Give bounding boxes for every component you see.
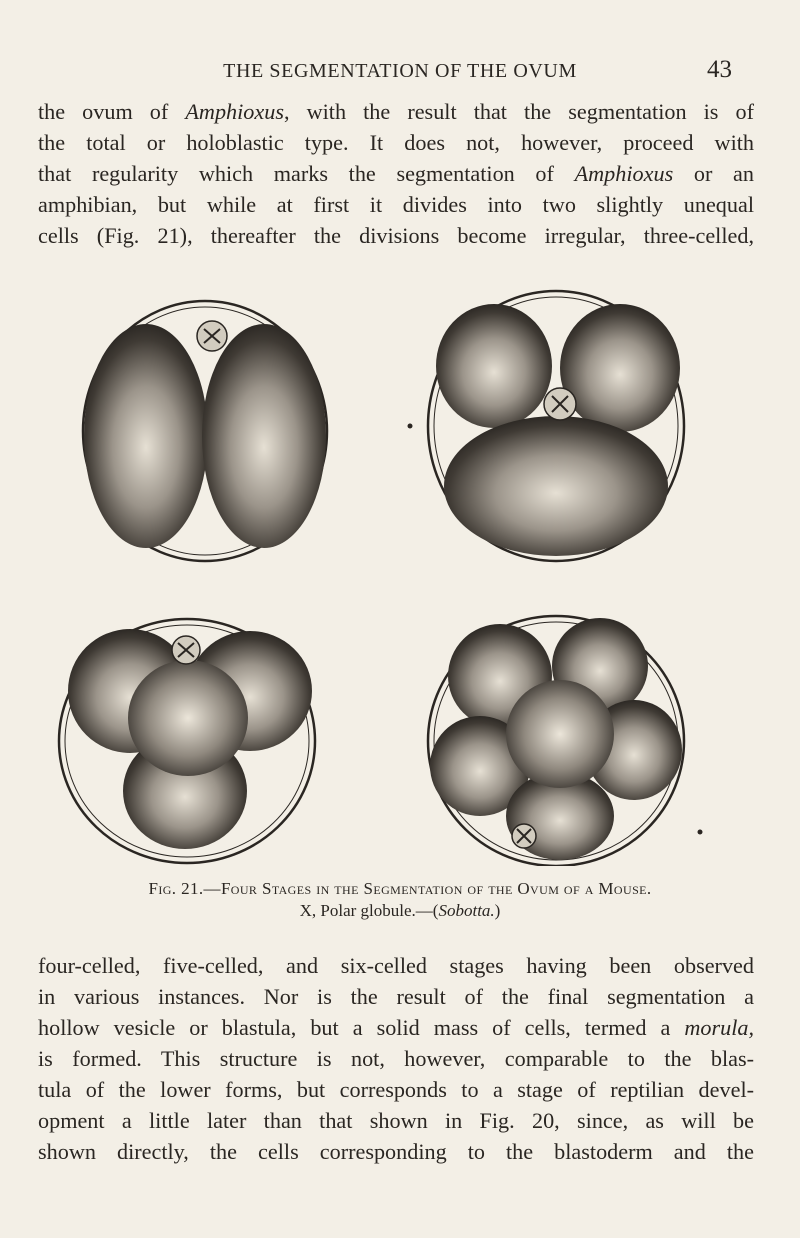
caption-source: Sobotta.	[438, 901, 495, 920]
panel-six-cell	[428, 616, 703, 866]
ink-dot	[698, 830, 703, 835]
panel-three-cell	[408, 291, 685, 561]
species-name: Amphioxus	[185, 99, 284, 124]
text-line: shown directly, the cells corresponding to the blastoderm and the	[38, 1139, 754, 1164]
text-line: the total or holoblastic type. It does not, however, proceed with	[38, 130, 754, 155]
text-line: four-celled, five-celled, and six-celled stages having been observed	[38, 953, 754, 978]
figure-caption	[0, 878, 800, 922]
text-line: in various instances. Nor is the result of the final segmentation a	[38, 984, 754, 1009]
text-line: cells (Fig. 21), thereafter the divisions become irregular, three-celled,	[38, 223, 754, 248]
blastomere	[436, 304, 552, 428]
figure-illustration	[0, 276, 800, 866]
panel-two-cell	[83, 301, 327, 561]
text-line: opment a little later than that shown in Fig. 20, since, as will be	[38, 1108, 754, 1133]
blastomere	[444, 416, 668, 556]
running-head	[0, 56, 800, 96]
caption-label: Fig. 21.	[148, 879, 204, 898]
blastomere	[506, 680, 614, 788]
caption-title-line	[0, 878, 800, 900]
caption-title: —Four Stages in the Segmentation of the Ovum of a Mouse.	[203, 879, 652, 898]
text-line: tula of the lower forms, but corresponds to a stage of reptilian devel-	[38, 1077, 754, 1102]
blastomere	[128, 660, 248, 776]
ink-dot	[408, 424, 413, 429]
paragraph-2	[38, 950, 754, 1167]
species-name: Amphioxus	[574, 161, 674, 186]
caption-note-line: X, Polar globule.—(Sobotta.)	[299, 901, 501, 920]
figure-21	[0, 276, 800, 866]
page-number: 43	[707, 56, 732, 83]
text-line: is formed. This structure is not, however, comparable to the blas-	[38, 1046, 754, 1071]
running-title: THE SEGMENTATION OF THE OVUM	[223, 60, 577, 82]
blastomere	[202, 324, 326, 548]
text-line: hollow vesicle or blastula, but a solid mass of cells, termed a morula,	[38, 1015, 754, 1040]
term-morula: morula,	[684, 1015, 754, 1040]
blastomere	[84, 324, 208, 548]
text-line: amphibian, but while at first it divides into two slightly unequal	[38, 192, 754, 217]
blastomere	[560, 304, 680, 432]
caption-note-symbol: X	[299, 901, 312, 920]
text-line: that regularity which marks the segmentation of Amphioxus or an	[38, 161, 754, 186]
text-line: the ovum of Amphioxus, with the result that the segmentation is of	[38, 99, 754, 124]
paragraph-1	[38, 96, 754, 251]
panel-four-cell	[59, 619, 315, 863]
